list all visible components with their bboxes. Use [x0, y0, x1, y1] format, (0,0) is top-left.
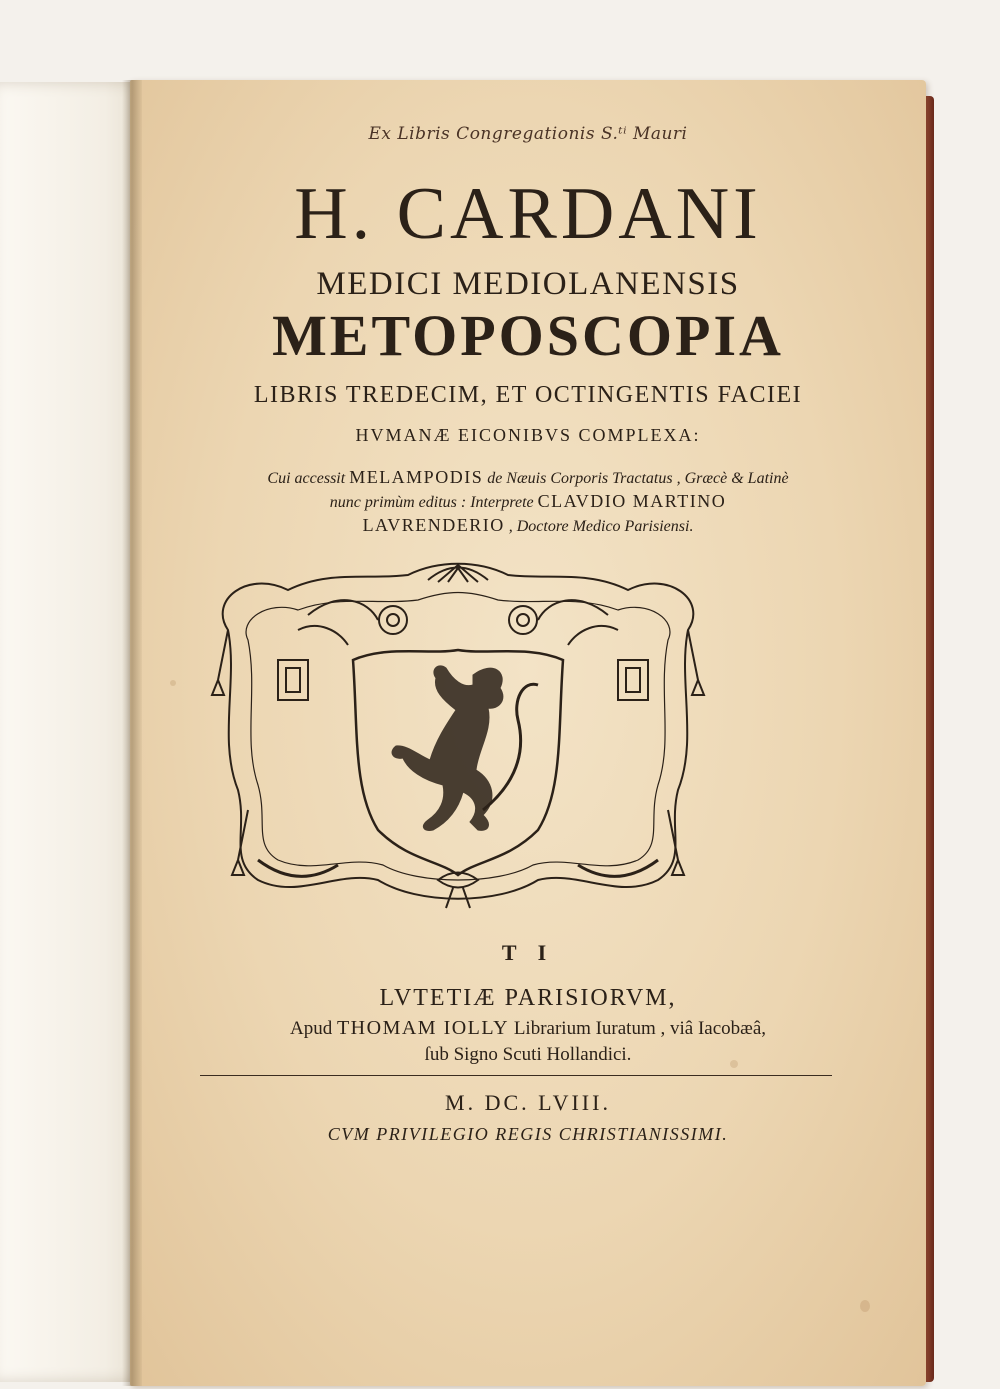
book-title: METOPOSCOPIA: [272, 303, 784, 368]
editor-name: CLAVDIO MARTINO: [537, 491, 727, 511]
description-line-2: HVMANÆ EICONIBVS COMPLEXA:: [355, 425, 701, 445]
description-line-1: LIBRIS TREDECIM, ET OCTINGENTIS FACIEI: [253, 382, 803, 408]
publisher-address: Librarium Iuratum , viâ Iacobæâ,: [513, 1018, 766, 1039]
addition-suffix: de Næuis Corporis Tractatus , Græcè & Latinè: [487, 470, 789, 487]
melampus-name: MELAMPODIS: [349, 467, 484, 487]
publisher-prefix: Apud: [289, 1018, 333, 1039]
imprint-date: M. DC. LVIII.: [445, 1090, 611, 1115]
editor-surname: LAVRENDERIO: [362, 515, 505, 535]
addition-line-3: [130, 515, 926, 536]
publisher-name: THOMAM IOLLY: [336, 1017, 510, 1039]
author-subtitle: MEDICI MEDIOLANENSIS: [316, 266, 740, 302]
editor-prefix: nunc primùm editus : Interprete: [329, 494, 534, 511]
imprint-publisher: [130, 1017, 926, 1040]
addition-line-2: [130, 491, 926, 512]
spine-shadow: [122, 80, 142, 1386]
editor-title: , Doctore Medico Parisiensi.: [508, 518, 694, 535]
imprint-place: LVTETIÆ PARISIORVM,: [379, 985, 677, 1011]
royal-privilege: CVM PRIVILEGIO REGIS CHRISTIANISSIMI.: [327, 1124, 729, 1144]
heraldic-lion-engraving: [208, 560, 708, 910]
author-heading: H. CARDANI: [294, 173, 762, 255]
imprint-sign: ſub Signo Scuti Hollandici.: [424, 1044, 632, 1065]
handwritten-inscription: Ex Libris Congregationis S.ᵗⁱ Mauri: [368, 124, 688, 144]
imprint-rule: [200, 1075, 832, 1076]
title-page: [130, 80, 926, 1386]
addition-line-1: [130, 467, 926, 488]
addition-prefix: Cui accessit: [267, 470, 346, 487]
signature-mark: T I: [501, 940, 555, 965]
